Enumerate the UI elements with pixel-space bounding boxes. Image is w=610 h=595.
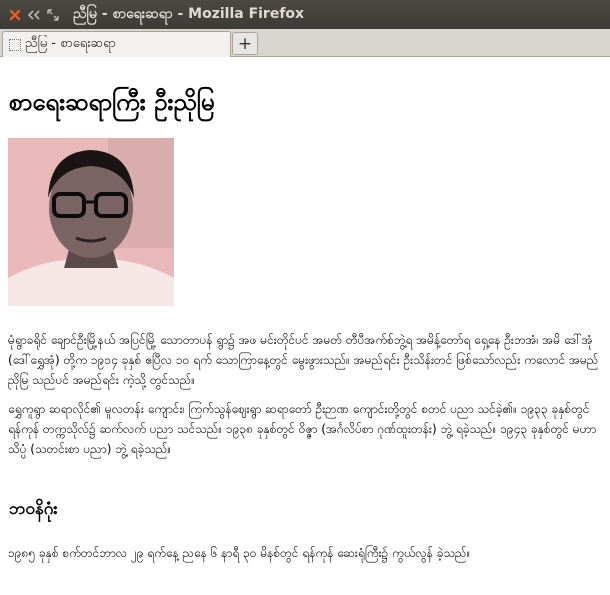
window-titlebar <box>0 0 610 29</box>
section-heading: ဘဝနိဂုံး <box>9 499 58 519</box>
page-content <box>0 58 610 595</box>
tab-label: ညီမြ - စာရေးဆရာ <box>25 36 116 51</box>
page-favicon-icon <box>9 39 21 51</box>
window-title: ညီမြ - စာရေးဆရာ - Mozilla Firefox <box>73 6 305 22</box>
paragraph-education: ရွှေကူရွာ ဆရာလိုင်၏ မူလတန်း ကျောင်း၊ ကြက်သွန်ဈေးရွာ ဆရာတော် ဦးဉာဏ ကျောင်းတို့တွင် စတင် ပညာ သင်ခဲ့၏။ ၁၉၃၃ ခုနှစ်တွင် ရန်ကုန် တက္ကသိုလ်၌ ဆက်လက် ပညာ သင်သည်။ ၁၉၃၈ ခုနှစ်တွင် ဝိဇ္ဇာ (အင်္ဂလိပ်စာ ဂုဏ်ထူးတန်း) ဘွဲ့ ရခဲ့သည်။ ၁၉၄၃ ခုနှစ်တွင် မဟာ သိပ္ပံ (သတင်းစာ ပညာ) ဘွဲ့ ရခဲ့သည်။ <box>8 402 597 456</box>
tab-active[interactable] <box>2 31 231 57</box>
paragraph-death: ၁၉၈၅ ခုနှစ် စက်တင်ဘာလ ၂၉ ရက်နေ့ ညနေ ၆ နာရီ ၃၀ မိနစ်တွင် ရန်ကုန် ဆေးရုံကြီး၌ ကွယ်လွန် ခဲ့သည်။ <box>8 546 471 560</box>
new-tab-button[interactable]: + <box>232 32 258 55</box>
portrait-photo <box>8 138 174 306</box>
tab-strip <box>0 29 610 57</box>
window-controls <box>8 8 65 22</box>
paragraph-biography: မုံရွာခရိုင် ချောင်ဦးမြို့နယ် အပြင်မြို့ သောတာပန် ရွာ၌ အဖ မင်းတိုင်ပင် အမတ် တီပီအက်စ်ဘွဲ့ရ အမိန့်တော်ရ ရှေ့နေ ဦးဘအံ၊ အမိ ဒေါ်အုံ (ဒေါ်ရွှေအုံ) တို့က ၁၉၁၄ ခုနှစ် ဧပြီလ ၁၀ ရက် သောကြာနေ့တွင် မွေးဖွားသည်။ အမည်ရင်း ဦးသိန်းတင် ဖြစ်သော်လည်း ကလောင် အမည် ညိုမြ သည်ပင် အမည်ရင်း ကဲ့သို့ တွင်သည်။ <box>8 333 599 387</box>
close-icon[interactable] <box>8 8 22 22</box>
maximize-icon[interactable] <box>46 8 60 22</box>
page-heading: စာရေးဆရာကြီး ဦးညိုမြ <box>9 88 215 116</box>
minimize-icon[interactable] <box>27 8 41 22</box>
